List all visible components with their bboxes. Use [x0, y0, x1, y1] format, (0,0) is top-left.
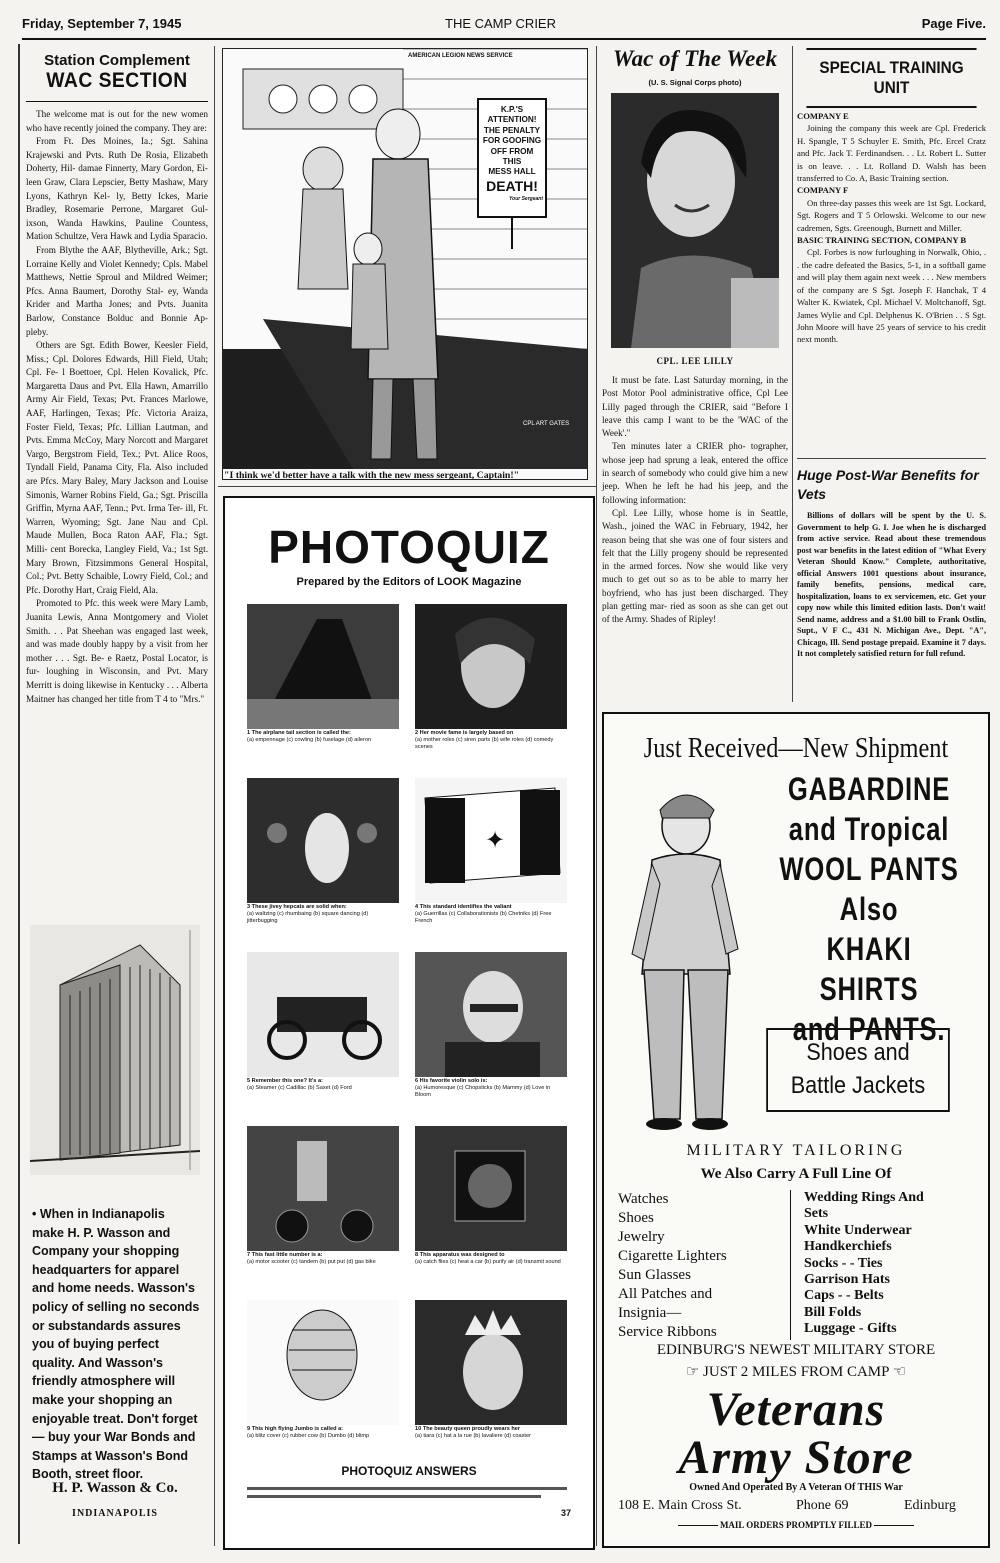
quiz-question — [247, 730, 399, 744]
quiz-q: 5 Remember this one? It's a: — [247, 1078, 323, 1084]
column-rule — [214, 46, 215, 1546]
list-item: Caps - - Belts — [804, 1288, 884, 1304]
list-item: Cigarette Lighters — [618, 1248, 727, 1264]
quiz-a: (a) Steamer (c) Cadillac (b) Saxet (d) Ford — [247, 1085, 352, 1091]
store-name-2: Army Store — [678, 1431, 914, 1484]
wac-portrait — [611, 93, 779, 348]
sign-line: K.P.'S — [500, 105, 524, 114]
company-e-head: COMPANY E — [797, 111, 849, 121]
page-header — [22, 14, 986, 36]
ad-line: Also — [839, 891, 899, 927]
paragraph: On three-day passes this week are 1st Sgt. Lockard, Sgt. Rogers and T 5 Orlowski. Welcome to our new cadremen, Sgts. Greenough, Burnett and Miller. — [797, 197, 986, 233]
column-rule — [596, 46, 597, 1546]
army-store-ad — [602, 712, 990, 1548]
quiz-a: (a) mother roles (c) siren parts (b) wife roles (d) comedy scenes — [415, 737, 554, 750]
benefits-title: Huge Post-War Benefits for Vets — [797, 467, 979, 502]
wac-body — [26, 108, 208, 706]
quiz-photo — [415, 604, 567, 729]
sign-signature: Your Sergeant — [509, 195, 543, 202]
quiz-question — [247, 1078, 399, 1092]
paragraph: It must be fate. Last Saturday morning, in the Post Motor Pool administrative office, Cpl Lee Lilly paged through the CRIER, said "Before I leave this camp I want to be the 'WAC of the Week'." — [602, 375, 788, 439]
list-item: Sets — [804, 1206, 829, 1222]
quiz-a: (a) blitz cover (c) rubber cow (b) Dumbo (d) blimp — [247, 1433, 370, 1439]
quiz-q: 3 These jivey hepcats are solid when: — [247, 904, 347, 910]
paragraph: From Ft. Des Moines, Ia.; Sgt. Sahina Krajewski and Pvts. Ruth De Rosia, Elizabeth Doherty, Hil- damae Finnerty, Mary Gordon, Ei- leen Graw, Clara Lepscier, Betty Mashaw, Mary Lyons, Kathryn Kel- ly, Betty Ickes, Marie Bradley, Rosemarie Perrone, Margaret Gul- ixson, Wanda Hawkins, Pauline Countess, Mation Schultze, Vera Hawk and Lydia Sparacio. — [26, 136, 208, 242]
wac-of-week-article — [602, 46, 788, 686]
mail-orders — [604, 1520, 988, 1530]
benefits-body: Billions of dollars will be spent by the U. S. Government to help G. I. Joe when he is discharged from active service. Read about these tremendous post war benefits in the latest edition of "What Every Veteran Should Know." Complete, authoritative, official Answers 1001 questions about insurance, family benefits, pensions, medical care, hospitalization, loans to ex servicemen, etc. Get your copy now while this limited edition lasts. Don't wait! Send name, address and a $1.00 bill to Frank Ostlin, Supt., V F C., 431 N. Michigan Ave., Dept. "A", Chicago, Ill. Send postage prepaid. Examine it 7 days. It not completely satisfied return for full refund. — [797, 511, 986, 658]
quiz-question — [415, 1078, 567, 1099]
svg-text:✦: ✦ — [485, 828, 506, 854]
basic-section-head: BASIC TRAINING SECTION, COMPANY B — [797, 235, 967, 246]
quiz-question — [247, 1252, 399, 1266]
kp-sign — [481, 105, 543, 204]
paragraph: Joining the company this week are Cpl. Frederick H. Spangle, T 5 Schuyler E. Smith, Pfc. Ercel Cratz and Pfc. Jack T. Ferdinandsen. . . Lt. Robert L. Sutter is on leave. . . Lt. Rolland D. Walsh has been transferred to Co. A, Basic Training section. — [797, 123, 986, 184]
quiz-photo — [247, 778, 399, 903]
quiz-a: (a) tiara (c) hat a la rue (b) lavaliere (d) coaster — [415, 1433, 531, 1439]
store-phone: Phone 69 — [796, 1498, 849, 1513]
quiz-item — [247, 1300, 399, 1438]
company-f-head: COMPANY F — [797, 185, 849, 196]
sign-line: FOR GOOFING — [482, 136, 542, 146]
photoquiz-page-number: 37 — [561, 1508, 572, 1518]
cartoon-credit: AMERICAN LEGION NEWS SERVICE — [408, 53, 513, 59]
ad-line: KHAKI SHIRTS — [819, 931, 919, 1007]
header-rule — [22, 38, 986, 40]
photo-credit: (U. S. Signal Corps photo) — [648, 78, 742, 87]
photoquiz-box — [223, 496, 595, 1550]
paragraph: Cpl. Lee Lilly, whose home is in Seattle, Wash., joined the WAC in February, 1942, her reason being that she was one of four sisters and felt that the Lilly progeny should be represented in the armed forces. Now she would like very much to get out so as to be able to marry her boyfriend, who has just been discharged. They plan getting mar- ried as soon as she can get out of the Army. Shades of Ripley! — [602, 507, 788, 625]
quiz-q: 7 This fast little number is a: — [247, 1252, 323, 1258]
list-item: Service Ribbons — [618, 1324, 717, 1340]
cartoon-caption: "I think we'd better have a talk with the new mess sergeant, Captain!" — [224, 470, 520, 481]
sign-line: OFF FROM THIS — [490, 146, 534, 167]
quiz-photo — [247, 604, 399, 729]
box-line: Battle Jackets — [790, 1072, 926, 1099]
sign-line: THE PENALTY — [483, 125, 541, 135]
quiz-item — [247, 1126, 399, 1264]
wasson-city: INDIANAPOLIS — [72, 1508, 158, 1519]
store-address: 108 E. Main Cross St. — [618, 1498, 742, 1513]
list-item: Bill Folds — [804, 1304, 862, 1320]
wac-section-article — [26, 52, 208, 882]
paragraph: Others are Sgt. Edith Bower, Keesler Field, Miss.; Cpl. Dolores Edwards, Hill Field, Utah; Cpl. Fe- l Boettoer, Cpl. Helen Kovalick, Pfc. Margaretta Daus and Pvt. Ella Hawn, Amarrillo Army Air Field, Texas; Pvt. Frances Marlowe, AAF, Harlingen, Texas; Pfc. Victoria Araiza, Foster Field, Texas; Pfc. Lillian Lautman, and Pvts. Emma McCoy, Mary Norcott and Margaret Vargo, Bergstrom Field, Tex.; Pvt. Alice Roos, Tyndall Field, Panama City, Fla. Also included are Pfcs. Mary Baley, Mary Jackson and Louise Simonis, Warner Robins Field, Ga.; Sgt. Priscilla Griffin, Myrna AAF, Tenn.; Pvt. Irma Ter- ill, Ft. Warren, Wyoming; Sgt. Jane Nau and Cpl. Maude Mullen, Boca Raton AAF, Fla.; Sgt. Milli- cent Borecka, Langley Field, Va.; 1st Sgt. Mary Brown, Fitzsimmons General Hospital, Col.; Pvt. Betty Schaible, Lowry Field, Col.; and Pfc. Dorothy Hart, Craig Field, Ala. — [26, 340, 208, 595]
cartoon-panel — [222, 48, 588, 480]
military-tailoring: MILITARY TAILORING — [686, 1142, 906, 1159]
special-training-article — [797, 48, 986, 458]
quiz-q: 10 The beauty queen proudly wears her — [415, 1426, 521, 1432]
upside-down-answers — [247, 1484, 567, 1502]
quiz-photo — [415, 1300, 567, 1425]
quiz-photo — [247, 1300, 399, 1425]
wac-kicker: Station Complement — [44, 52, 190, 69]
photoquiz-subtitle: Prepared by the Editors of LOOK Magazine — [296, 576, 522, 588]
sign-line: DEATH! — [486, 177, 538, 194]
quiz-q: 2 Her movie fame is largely based on — [415, 730, 514, 736]
quiz-item — [247, 952, 399, 1090]
quiz-question — [415, 1426, 567, 1440]
paragraph: Ten minutes later a CRIER pho- tographer, whose jeep had sprung a leak, entered the office in search of somebody who could give him a new jeep. When he left he had his jeep, and the following information: — [602, 441, 788, 505]
quiz-item — [247, 778, 399, 924]
quiz-photo — [415, 952, 567, 1077]
quiz-q: 8 This apparatus was designed to — [415, 1252, 505, 1258]
left-margin-line — [18, 44, 20, 1544]
quiz-photo — [415, 778, 567, 903]
column-rule — [792, 46, 793, 702]
store-town: Edinburg — [904, 1498, 956, 1513]
full-line: We Also Carry A Full Line Of — [700, 1166, 892, 1182]
quiz-a: (a) motor scooter (c) tandem (b) put put (d) gas bike — [247, 1259, 376, 1265]
quiz-photo — [247, 1126, 399, 1251]
quiz-q: 6 His favorite violin solo is: — [415, 1078, 488, 1084]
ad-line: and PANTS. — [792, 1011, 946, 1047]
items-right-list — [804, 1190, 984, 1338]
divider — [797, 458, 986, 459]
quiz-photo — [415, 1126, 567, 1251]
pointing-hand-icon: ☞ — [685, 1364, 700, 1380]
quiz-a: (a) empennage (c) cowling (b) fuselage (d) aileron — [247, 737, 372, 743]
paragraph: Cpl. Forbes is now furloughing in Norwalk, Ohio, . . the cadre defeated the Basics, 5-1, in a softball game and will play them again next week . . . New members of the company are S Sgt. Joseph F. Hanchak, T 4 Walter K. Kwiatek, Cpl. Michael V. Moltchanoff, Sgt. James Wylie and Cpl. Delphenus K. O'Brien . . S Sgt. John Moore will have 25 years of service to his credit next month. — [797, 247, 986, 345]
wac-week-body — [602, 374, 788, 627]
quiz-item — [247, 604, 399, 742]
benefits-article — [797, 466, 986, 696]
list-divider — [790, 1190, 791, 1340]
wac-week-name: CPL. LEE LILLY — [656, 356, 734, 366]
quiz-q: 1 The airplane tail section is called the: — [247, 730, 351, 736]
cartoon-artist: CPL ART GATES — [523, 421, 570, 427]
list-item: Luggage - Gifts — [804, 1321, 897, 1337]
list-item: Insignia— — [618, 1305, 682, 1321]
quiz-a: (a) waltzing (c) rhumbaing (b) square dancing (d) jitterbugging — [247, 911, 369, 924]
quiz-item — [415, 1126, 567, 1264]
ad-headline: Just Received—New Shipment — [643, 732, 949, 764]
quiz-q: 9 This high flying Jumbo is called a: — [247, 1426, 344, 1432]
quiz-question — [415, 904, 567, 925]
ad-line: GABARDINE — [787, 771, 951, 807]
quiz-question — [415, 730, 567, 751]
ad-line: WOOL PANTS — [779, 851, 959, 887]
list-item: Garrison Hats — [804, 1272, 890, 1288]
quiz-question — [247, 1426, 399, 1440]
quiz-item — [415, 778, 567, 924]
box-line: Shoes and — [806, 1039, 910, 1066]
photoquiz-title: PHOTOQUIZ — [268, 521, 550, 573]
ad-products — [777, 769, 961, 1049]
newest-store: EDINBURG'S NEWEST MILITARY STORE — [656, 1342, 936, 1358]
list-item: Shoes — [618, 1210, 654, 1226]
list-item: Handkerchiefs — [804, 1239, 892, 1255]
mail-orders-text: MAIL ORDERS PROMPTLY FILLED — [719, 1520, 873, 1530]
quiz-a: (a) catch flies (c) heat a car (b) purify air (d) transmit sound — [415, 1259, 561, 1265]
quiz-item — [415, 952, 567, 1098]
pointing-hand-icon: ☜ — [892, 1364, 907, 1380]
list-item: Socks - - Ties — [804, 1255, 883, 1271]
shoes-jackets-box — [766, 1028, 950, 1112]
wasson-building-illustration — [30, 925, 200, 1175]
quiz-a: (a) Guerrillas (c) Collaborationists (b) Chetniks (d) Free French — [415, 911, 552, 924]
items-left-list — [618, 1190, 788, 1342]
distance-line — [604, 1362, 988, 1381]
paper-name: THE CAMP CRIER — [445, 16, 556, 31]
quiz-a: (a) Humoresque (c) Chopsticks (b) Mammy (d) Love in Bloom — [415, 1085, 551, 1098]
paragraph: The welcome mat is out for the new women who have recently joined the company. They are: — [26, 109, 208, 133]
divider — [218, 486, 596, 487]
list-item: Watches — [618, 1191, 669, 1207]
wac-title: WAC SECTION — [46, 69, 188, 92]
list-item: Sun Glasses — [618, 1267, 691, 1283]
miles-text: JUST 2 MILES FROM CAMP — [703, 1364, 889, 1380]
ad-line: and Tropical — [788, 811, 950, 847]
quiz-q: 4 This standard identifies the valiant — [415, 904, 512, 910]
list-item: Jewelry — [618, 1229, 665, 1245]
owned-by: Owned And Operated By A Veteran Of THIS War — [689, 1482, 903, 1493]
page-number: Page Five. — [921, 16, 986, 31]
list-item: All Patches and — [618, 1286, 713, 1302]
issue-date: Friday, September 7, 1945 — [22, 16, 182, 31]
sign-line: MESS HALL — [488, 167, 536, 177]
wac-week-title: Wac of The Week — [612, 46, 778, 71]
quiz-photo — [247, 952, 399, 1077]
soldier-illustration — [614, 774, 754, 1134]
wasson-name: H. P. Wasson & Co. — [52, 1480, 178, 1496]
list-item: Wedding Rings And — [804, 1190, 924, 1205]
photoquiz-answers-title: PHOTOQUIZ ANSWERS — [341, 1464, 477, 1478]
quiz-question — [415, 1252, 567, 1266]
quiz-question — [247, 904, 399, 925]
quiz-item — [415, 1300, 567, 1438]
wasson-ad-text: • When in Indianapolis make H. P. Wasson and Company your shopping headquarters for apparel and home needs. Wasson's policy of selling no seconds or substandards assures you of buying perfect quality. And Wasson's friendly atmosphere will make your shopping an enjoyable treat. Don't forget — buy your War Bonds and Stamps at Wasson's Bond Booth, street floor. — [32, 1207, 200, 1482]
quiz-item — [415, 604, 567, 750]
divider — [26, 101, 208, 102]
paragraph: Promoted to Pfc. this week were Mary Lamb, Juanita Lewis, Anna Montgomery and Violet Smith. . . Pat Sheehan was engaged last week, and was made doubly happy by a visit from her mother . . . Sgt. Be- e Raetz, Postal Locator, is fur- loughing in Wisconsin, and Pvt. Mary Merritt is doing likewise in Kentucky . . . Alberta Maitner has changed her title from T 4 to "Mrs." — [26, 598, 208, 704]
stu-title: SPECIAL TRAINING UNIT — [806, 48, 976, 108]
store-name-1: Veterans — [706, 1383, 886, 1436]
list-item: White Underwear — [804, 1222, 912, 1238]
stu-body — [797, 110, 986, 346]
sign-line: ATTENTION! — [487, 115, 537, 125]
paragraph: From Blythe the AAF, Blytheville, Ark.; Sgt. Lorraine Kelly and Violet Kennedy; Cpls. Mabel Matthews, Nettie Sproul and Mildred Weimer; Pfcs. Anna Baumert, Dorothy Stal- ey, Wanda Krider and Martha Jones; and Pvts. Juanita Barlow, Constance Bolduc and Bonnie Ap- pleby. — [26, 244, 208, 337]
